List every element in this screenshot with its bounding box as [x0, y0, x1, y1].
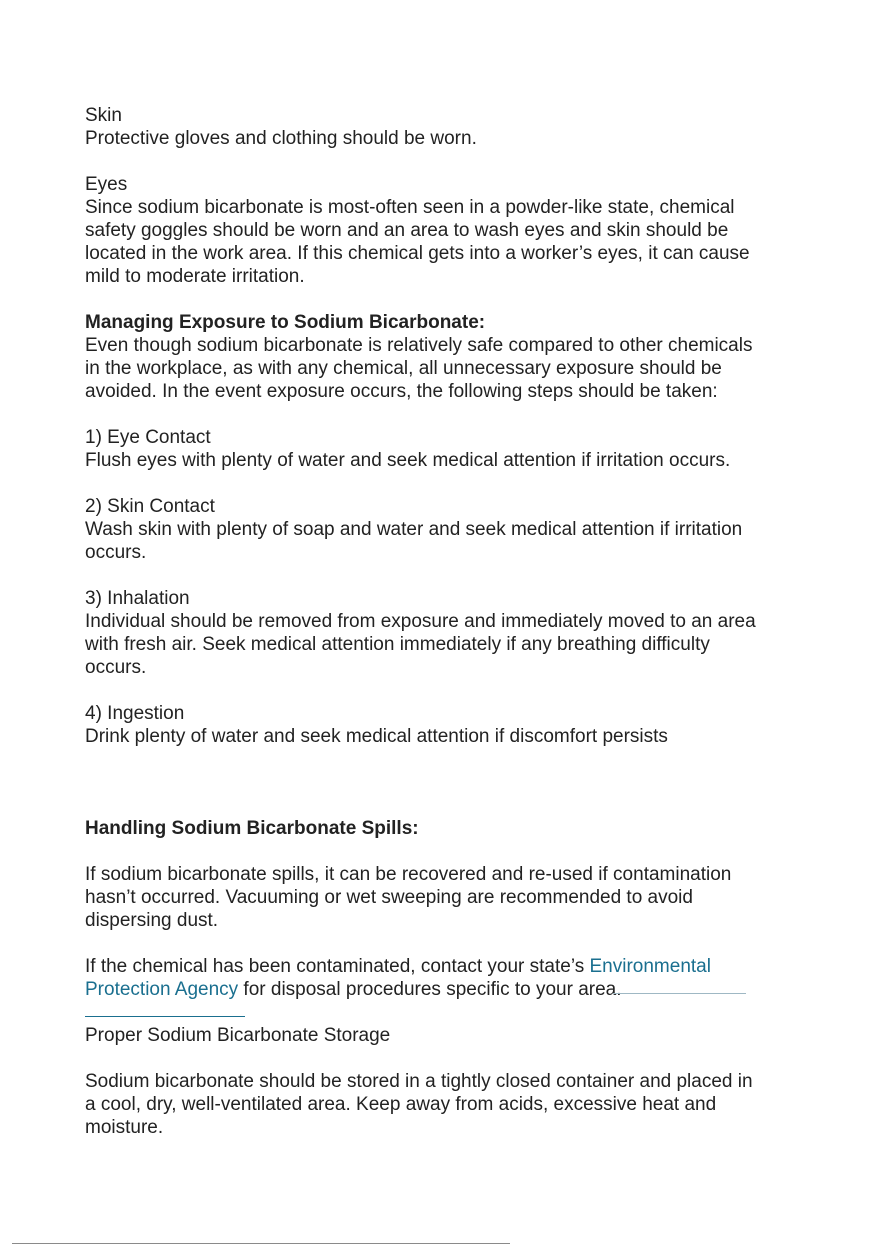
storage-text-line: moisture.	[85, 1117, 164, 1138]
section-storage	[85, 1024, 805, 1139]
heading-overline-rule	[85, 1016, 245, 1017]
skin-text: Protective gloves and clothing should be worn.	[85, 128, 477, 149]
section-spills	[85, 817, 805, 1001]
step-heading: 4) Ingestion	[85, 703, 185, 724]
step-heading: 2) Skin Contact	[85, 496, 215, 517]
step-text-line: Drink plenty of water and seek medical attention if discomfort persists	[85, 726, 668, 747]
managing-text-line: avoided. In the event exposure occurs, the following steps should be taken:	[85, 381, 718, 402]
managing-text-line: Even though sodium bicarbonate is relatively safe compared to other chemicals	[85, 335, 753, 356]
storage-text-line: Sodium bicarbonate should be stored in a tightly closed container and placed in	[85, 1071, 753, 1092]
step-text-line: Flush eyes with plenty of water and seek medical attention if irritation occurs.	[85, 450, 731, 471]
managing-heading: Managing Exposure to Sodium Bicarbonate:	[85, 312, 486, 333]
eyes-text-line: located in the work area. If this chemical gets into a worker’s eyes, it can cause	[85, 243, 750, 264]
eyes-text-line: safety goggles should be worn and an area to wash eyes and skin should be	[85, 220, 729, 241]
document-page	[85, 104, 805, 1139]
spills-disposal-text: for disposal procedures specific to your area.	[238, 979, 622, 1000]
step-inhalation	[85, 587, 805, 679]
section-managing-exposure	[85, 311, 805, 403]
spills-text-line: dispersing dust.	[85, 910, 219, 931]
spills-contaminated-text: If the chemical has been contaminated, contact your state’s	[85, 956, 590, 977]
spills-text-line: hasn’t occurred. Vacuuming or wet sweeping are recommended to avoid	[85, 887, 693, 908]
spills-text-line: If sodium bicarbonate spills, it can be recovered and re-used if contamination	[85, 864, 732, 885]
step-heading: 3) Inhalation	[85, 588, 190, 609]
step-ingestion	[85, 702, 805, 748]
skin-heading: Skin	[85, 105, 122, 126]
eyes-heading: Eyes	[85, 174, 128, 195]
section-eyes	[85, 173, 805, 288]
storage-heading: Proper Sodium Bicarbonate Storage	[85, 1025, 391, 1046]
step-skin-contact	[85, 495, 805, 564]
step-text-line: occurs.	[85, 657, 147, 678]
step-text-line: Wash skin with plenty of soap and water and seek medical attention if irritation	[85, 519, 743, 540]
step-text-line: occurs.	[85, 542, 147, 563]
link-underline-rule	[613, 993, 746, 994]
managing-text-line: in the workplace, as with any chemical, all unnecessary exposure should be	[85, 358, 722, 379]
section-skin	[85, 104, 805, 150]
step-heading: 1) Eye Contact	[85, 427, 211, 448]
spills-contaminated-line	[85, 978, 805, 1001]
step-text-line: with fresh air. Seek medical attention immediately if any breathing difficulty	[85, 634, 710, 655]
epa-link-continued[interactable]: Protection Agency	[85, 979, 239, 1000]
footer-divider	[12, 1243, 510, 1244]
step-text-line: Individual should be removed from exposure and immediately moved to an area	[85, 611, 756, 632]
storage-text-line: a cool, dry, well-ventilated area. Keep away from acids, excessive heat and	[85, 1094, 717, 1115]
epa-link[interactable]: Environmental	[589, 956, 711, 977]
eyes-text-line: mild to moderate irritation.	[85, 266, 305, 287]
step-eye-contact	[85, 426, 805, 472]
spills-heading: Handling Sodium Bicarbonate Spills:	[85, 818, 419, 839]
spills-contaminated-line	[85, 955, 805, 978]
eyes-text-line: Since sodium bicarbonate is most-often seen in a powder-like state, chemical	[85, 197, 735, 218]
